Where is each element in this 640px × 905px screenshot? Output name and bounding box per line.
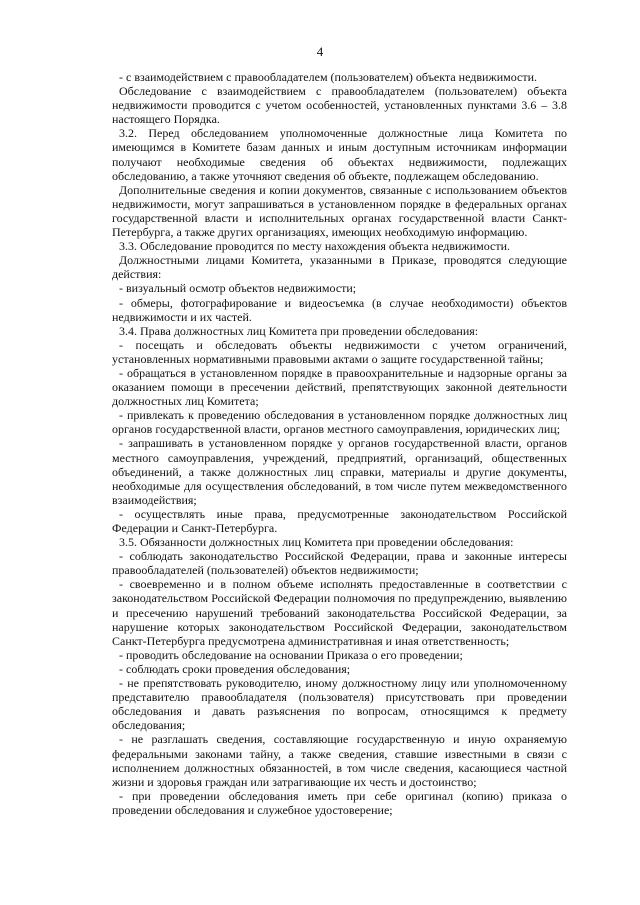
paragraph: - привлекать к проведению обследования в установленном порядке должностных лиц органов государственной власти, органов местного самоуправления, юридических лиц; [112,408,567,437]
paragraph: Дополнительные сведения и копии документов, связанные с использованием объектов недвижимости, могут запрашиваться в установленном порядке в федеральных органах государственной власти и исполнительных органах государственной власти Санкт-Петербурга, а также других организациях, имеющих необходимую информацию. [112,182,567,240]
paragraph: 3.3. Обследование проводится по месту нахождения объекта недвижимости. [119,239,511,254]
paragraph: - проводить обследование на основании Приказа о его проведении; [119,647,463,662]
paragraph: - соблюдать законодательство Российской Федерации, права и законные интересы правообладателей (пользователей) объектов недвижимости; [112,549,567,578]
paragraph: 3.4. Права должностных лиц Комитета при проведении обследования: [119,323,479,338]
paragraph: - запрашивать в установленном порядке у органов государственной власти, органов местного самоуправления, учреждений, предприятий, организаций, общественных объединений, а также должностных лиц справки, материалы и другие документы, необходимые для осуществления обследований, в том числе путем межведомственного взаимодействия; [112,436,567,507]
paragraph: - не препятствовать руководителю, иному должностному лицу или уполномоченному представителю правообладателя (пользователя) присутствовать при проведении обследования и давать разъяснения по вопросам, относящимся к предмету обследования; [112,676,567,733]
paragraph: - обмеры, фотографирование и видеосъемка (в случае необходимости) объектов недвижимости и их частей. [112,295,567,324]
paragraph: - не разглашать сведения, составляющие государственную и иную охраняемую федеральными законами тайну, а также сведения, ставшие известными в связи с исполнением должностных обязанностей, в том числе сведения, касающиеся частной жизни и здоровья граждан или затрагивающие их честь и достоинство; [112,732,567,789]
paragraph: 3.5. Обязанности должностных лиц Комитета при проведении обследования: [119,535,514,550]
paragraph: - визуальный осмотр объектов недвижимости; [119,281,357,296]
document-body [112,70,567,817]
page-number: 4 [316,44,324,59]
paragraph: Должностными лицами Комитета, указанными в Приказе, проводятся следующие действия: [112,253,567,282]
paragraph: Обследование с взаимодействием с правообладателем (пользователем) объекта недвижимости проводится с учетом особенностей, установленных пунктами 3.6 – 3.8 настоящего Порядка. [112,84,567,127]
paragraph: - соблюдать сроки проведения обследования; [119,661,351,676]
paragraph: - своевременно и в полном объеме исполнять предоставленные в соответствии с законодательством Российской Федерации полномочия по предупреждению, выявлению и пресечению нарушений требований законодательства Российской Федерации, за нарушение которых законодательством Российской Федерации, законодательством Санкт-Петербурга предусмотрена административная и иная ответственность; [112,577,567,648]
paragraph: - при проведении обследования иметь при себе оригинал (копию) приказа о проведении обследования и служебное удостоверение; [112,788,567,817]
paragraph: - с взаимодействием с правообладателем (пользователем) объекта недвижимости. [119,70,538,84]
paragraph: - обращаться в установленном порядке в правоохранительные и надзорные органы за оказанием помощи в пресечении действий, препятствующих законной деятельности должностных лиц Комитета; [112,365,567,409]
paragraph: - посещать и обследовать объекты недвижимости с учетом ограничений, установленных нормативными правовыми актами о защите государственной тайны; [112,337,567,366]
paragraph: - осуществлять иные права, предусмотренные законодательством Российской Федерации и Санкт-Петербурга. [112,506,567,535]
paragraph: 3.2. Перед обследованием уполномоченные должностные лица Комитета по имеющимся в Комитете базам данных и иным доступным источникам информации получают необходимые сведения об объектах недвижимости, подлежащих обследованию, а также уточняют сведения об объекте, подлежащем обследованию. [112,126,567,183]
